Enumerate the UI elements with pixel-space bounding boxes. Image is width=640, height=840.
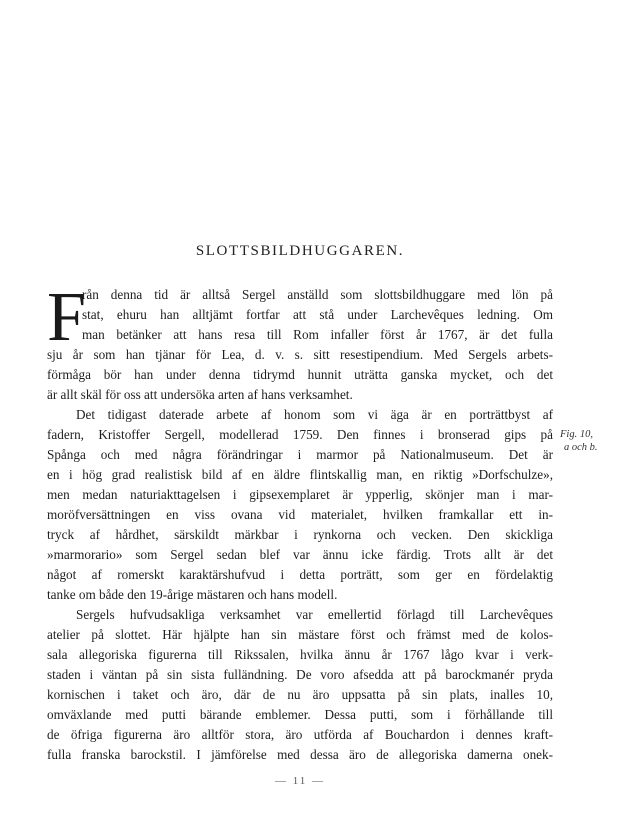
text-line: tanke om både den 19-årige mästaren och hans modell. [47, 587, 338, 602]
text-line: Sergels hufvudsakliga verksamhet var emellertid förlagd till Larchevêques [76, 607, 553, 622]
text-line: moröfversättningen en viss ovana vid materialet, hvilken framkallar ett in- [47, 507, 553, 522]
drop-cap: F [47, 279, 86, 356]
text-line: sala allegoriska figurerna till Rikssalen, hvilka ännu år 1767 lågo kvar i verk- [47, 647, 553, 662]
text-line: är allt skäl för oss att undersöka arten af hans verksamhet. [47, 387, 353, 402]
text-line: de öfriga figurerna äro alltför stora, äro utförda af Bouchardon i dennes kraft- [47, 727, 553, 742]
text-line: fadern, Kristoffer Sergell, modellerad 1759. Den finnes i bronserad gips på [47, 427, 553, 442]
text-line: staden i väntan på sin sista fulländning. De voro afsedda att på barockmanér pryda [47, 667, 553, 682]
text-line: stat, ehuru han alltjämt fortfar att stå under Larchevêques ledning. Om [82, 307, 553, 322]
chapter-title: SLOTTSBILDHUGGAREN. [195, 243, 405, 259]
text-line: något af romerskt karaktärshufvud i detta porträtt, som ger en fördelaktig [47, 567, 553, 582]
text-line: förmåga bör han under denna tidrymd hunnit uträtta ganska mycket, och det [47, 367, 553, 382]
margin-note-line: Fig. 10, [560, 429, 593, 440]
text-line: atelier på slottet. Här hjälpte han sin mästare först och främst med de kolos- [47, 627, 553, 642]
text-line: kornischen i taket och äro, där de nu äro uppsatta på sin plats, inalles 10, [47, 687, 553, 702]
text-line: rån denna tid är alltså Sergel anställd som slottsbildhuggare med lön på [82, 287, 553, 302]
text-line: fulla franska barockstil. I jämförelse med dessa äro de allegoriska damerna onek- [47, 747, 553, 762]
text-line: man betänker att hans resa till Rom infaller först år 1767, är det fulla [82, 327, 553, 342]
text-line: Spånga och med några förändringar i marmor på Nationalmuseum. Det är [47, 447, 553, 462]
page-number: — 11 — [274, 775, 326, 787]
text-line: tryck af hårdhet, särskildt märkbar i rynkorna och vecken. Den skickliga [47, 527, 553, 542]
text-line: »marmorario» som Sergel sedan blef var ännu icke färdig. Trots allt är det [47, 547, 553, 562]
text-line: Det tidigast daterade arbete af honom som vi äga är en porträttbyst af [76, 407, 553, 422]
margin-note-line: a och b. [564, 442, 598, 453]
text-line: omväxlande med putti bärande emblemer. Dessa putti, som i förhållande till [47, 707, 553, 722]
margin-note [560, 428, 620, 454]
text-line: men medan naturiakttagelsen i gipsexemplaret är ypperlig, skönjer man i mar- [47, 487, 553, 502]
text-line: sju år som han tjänar för Lea, d. v. s. sitt resestipendium. Med Sergels arbets- [47, 347, 553, 362]
text-line: en i hög grad realistisk bild af en äldre flintskallig man, en riktig »Dorfschulze», [47, 467, 553, 482]
